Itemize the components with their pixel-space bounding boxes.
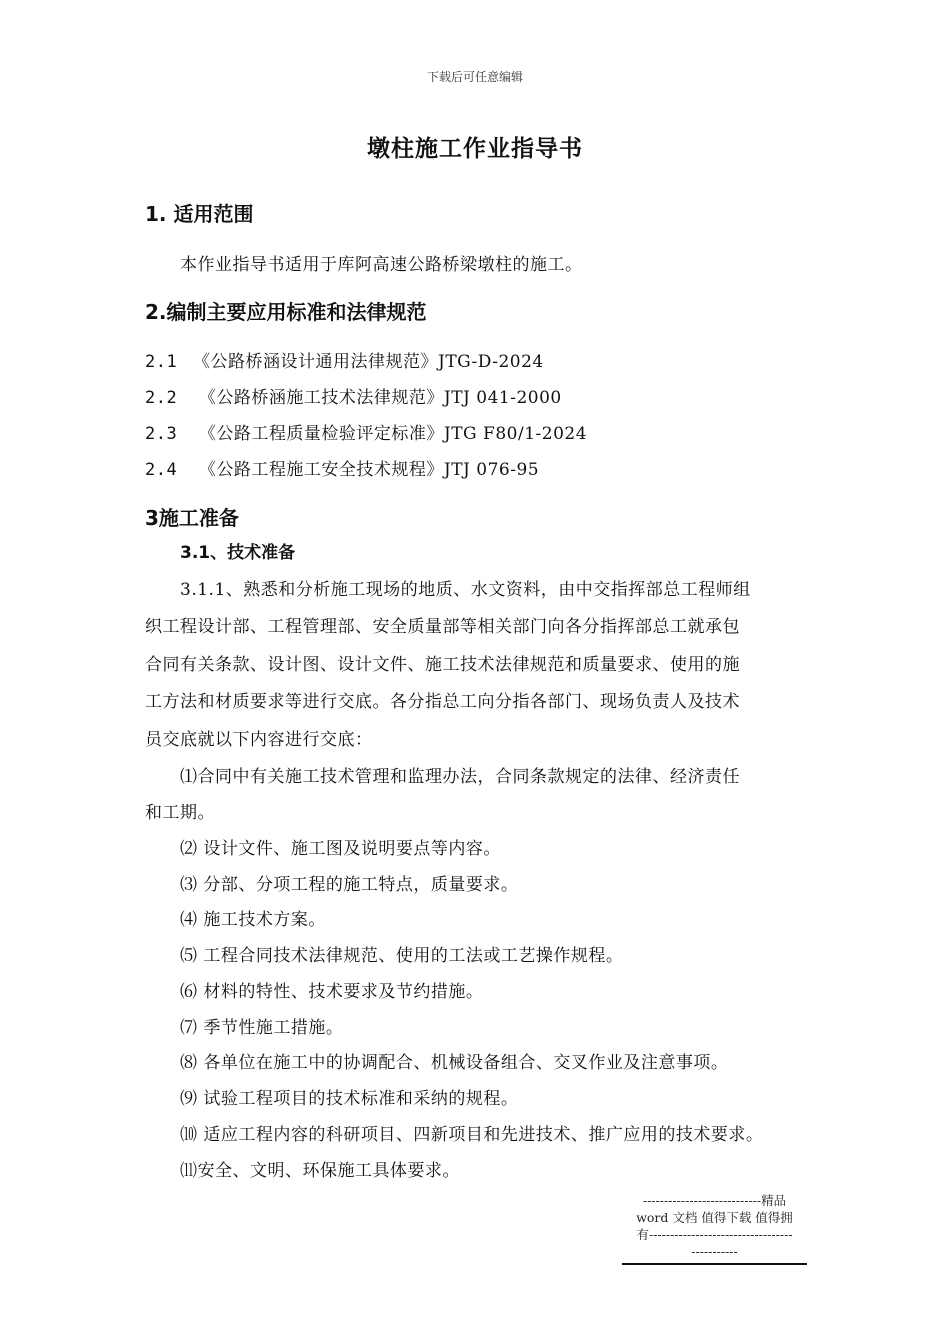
- page-header: 下载后可任意编辑: [426, 70, 523, 84]
- reference-item: [145, 383, 820, 408]
- paragraph-line: 员交底就以下内容进行交底：: [145, 730, 373, 750]
- reference-number: 2.1: [145, 352, 178, 372]
- reference-item: [145, 419, 820, 444]
- list-item: ⑽ 适应工程内容的科研项目、四新项目和先进技术、推广应用的技术要求。: [180, 1125, 764, 1145]
- paragraph-line: 合同有关条款、设计图、设计文件、施工技术法律规范和质量要求、使用的施: [145, 655, 740, 675]
- paragraph-line: 织工程设计部、工程管理部、安全质量部等相关部门向各分指挥部总工就承包: [145, 617, 740, 637]
- list-item: ⑸ 工程合同技术法律规范、使用的工法或工艺操作规程。: [180, 946, 624, 966]
- footer-divider: [622, 1263, 807, 1265]
- footer-line: word 文档 值得下载 值得拥: [636, 1210, 793, 1225]
- reference-number: 2.4: [145, 460, 178, 480]
- section-2-heading: 2.编制主要应用标准和法律规范: [145, 300, 427, 324]
- list-item: ⑹ 材料的特性、技术要求及节约措施。: [180, 982, 484, 1002]
- section-3-heading: 3施工准备: [145, 506, 239, 530]
- list-item: ⑾安全、文明、环保施工具体要求。: [180, 1161, 460, 1181]
- list-item: ⑵ 设计文件、施工图及说明要点等内容。: [180, 839, 501, 859]
- list-item: ⑶ 分部、分项工程的施工特点，质量要求。: [180, 875, 519, 895]
- footer-line: ----------------------------精品: [642, 1193, 787, 1208]
- list-item: ⑴合同中有关施工技术管理和监理办法，合同条款规定的法律、经济责任: [180, 767, 740, 787]
- list-item: ⑷ 施工技术方案。: [180, 910, 326, 930]
- reference-number: 2.3: [145, 424, 178, 444]
- list-item: ⑻ 各单位在施工中的协调配合、机械设备组合、交叉作业及注意事项。: [180, 1053, 729, 1073]
- document-title: 墩柱施工作业指导书: [367, 136, 583, 162]
- footer-line: 有----------------------------------: [636, 1227, 793, 1242]
- subsection-heading: 3.1、技术准备: [180, 543, 296, 563]
- reference-item: [145, 455, 820, 480]
- paragraph-line: 3.1.1、熟悉和分析施工现场的地质、水文资料，由中交指挥部总工程师组: [180, 580, 751, 600]
- reference-item: [145, 347, 820, 372]
- reference-number: 2.2: [145, 388, 178, 408]
- section-1-heading: 1. 适用范围: [145, 202, 254, 226]
- reference-text: 《公路桥涵设计通用法律规范》JTG-D-2024: [193, 352, 544, 372]
- footer-note: [622, 1192, 807, 1260]
- reference-text: 《公路工程质量检验评定标准》JTG F80/1-2024: [193, 424, 588, 444]
- paragraph-line: 工方法和材质要求等进行交底。各分指总工向分指各部门、现场负责人及技术: [145, 692, 740, 712]
- footer-line: -----------: [691, 1244, 738, 1259]
- section-1-body: 本作业指导书适用于库阿高速公路桥梁墩柱的施工。: [180, 255, 583, 275]
- reference-text: 《公路桥涵施工技术法律规范》JTJ 041-2000: [193, 388, 562, 408]
- reference-text: 《公路工程施工安全技术规程》JTJ 076-95: [193, 460, 540, 480]
- list-item: ⑼ 试验工程项目的技术标准和采纳的规程。: [180, 1089, 519, 1109]
- list-item-continuation: 和工期。: [145, 803, 215, 823]
- list-item: ⑺ 季节性施工措施。: [180, 1018, 344, 1038]
